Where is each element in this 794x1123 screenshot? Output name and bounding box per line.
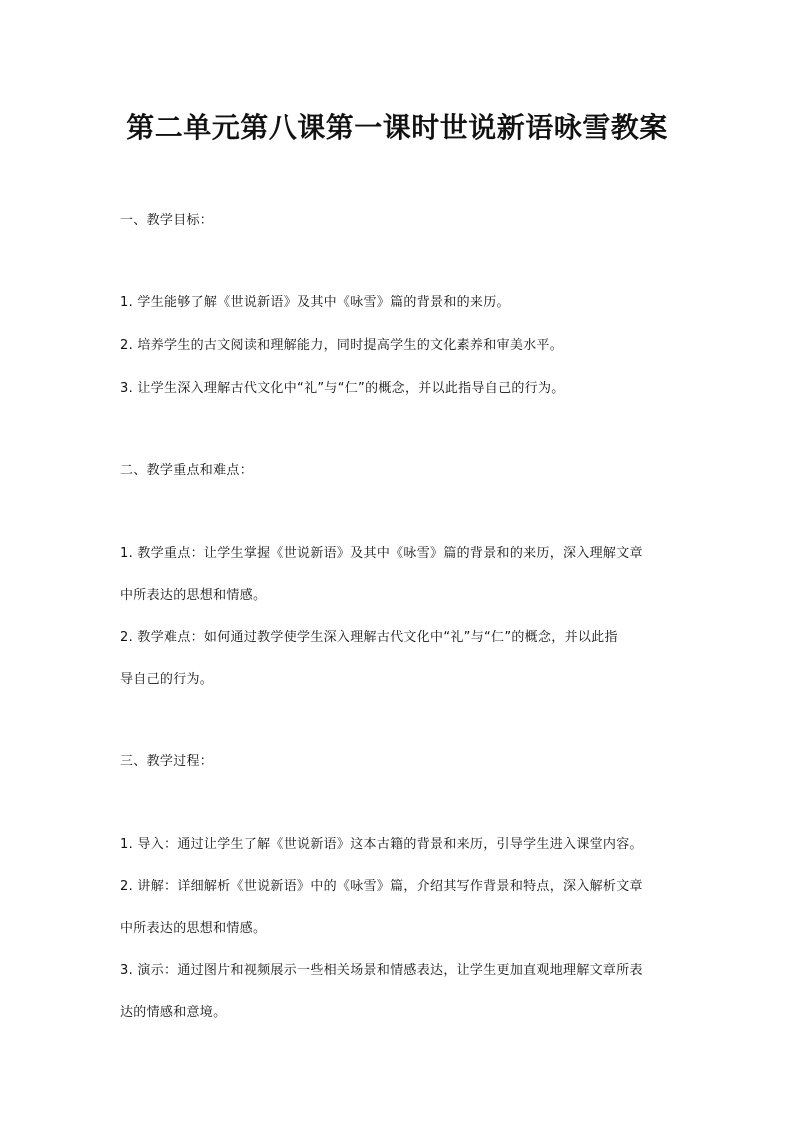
page-title: 第二单元第八课第一课时世说新语咏雪教案 [126, 111, 668, 144]
key-point-item-1-line-2: 中所表达的思想和情感。 [120, 588, 267, 603]
objective-item-2: 2. 培养学生的古文阅读和理解能力，同时提高学生的文化素养和审美水平。 [120, 338, 564, 353]
process-item-2-line-2: 中所表达的思想和情感。 [120, 921, 267, 936]
section-heading-objectives: 一、教学目标： [120, 213, 214, 228]
key-point-item-2-line-2: 导自己的行为。 [120, 672, 214, 687]
key-point-item-1-line-1: 1. 教学重点：让学生掌握《世说新语》及其中《咏雪》篇的背景和的来历，深入理解文章 [120, 546, 643, 561]
section-heading-process: 三、教学过程： [120, 754, 214, 769]
process-item-3-line-2: 达的情感和意境。 [120, 1005, 227, 1020]
objective-item-1: 1. 学生能够了解《世说新语》及其中《咏雪》篇的背景和的来历。 [120, 295, 510, 310]
process-item-2-line-1: 2. 讲解：详细解析《世说新语》中的《咏雪》篇，介绍其写作背景和特点，深入解析文章 [120, 879, 643, 894]
process-item-3-line-1: 3. 演示：通过图片和视频展示一些相关场景和情感表达，让学生更加直观地理解文章所表 [120, 963, 643, 978]
section-heading-key-points: 二、教学重点和难点： [120, 463, 254, 478]
process-item-1: 1. 导入：通过让学生了解《世说新语》这本古籍的背景和来历，引导学生进入课堂内容。 [120, 837, 643, 852]
objective-item-3: 3. 让学生深入理解古代文化中“礼”与“仁”的概念，并以此指导自己的行为。 [120, 381, 565, 396]
key-point-item-2-line-1: 2. 教学难点：如何通过教学使学生深入理解古代文化中“礼”与“仁”的概念，并以此指 [120, 630, 618, 645]
